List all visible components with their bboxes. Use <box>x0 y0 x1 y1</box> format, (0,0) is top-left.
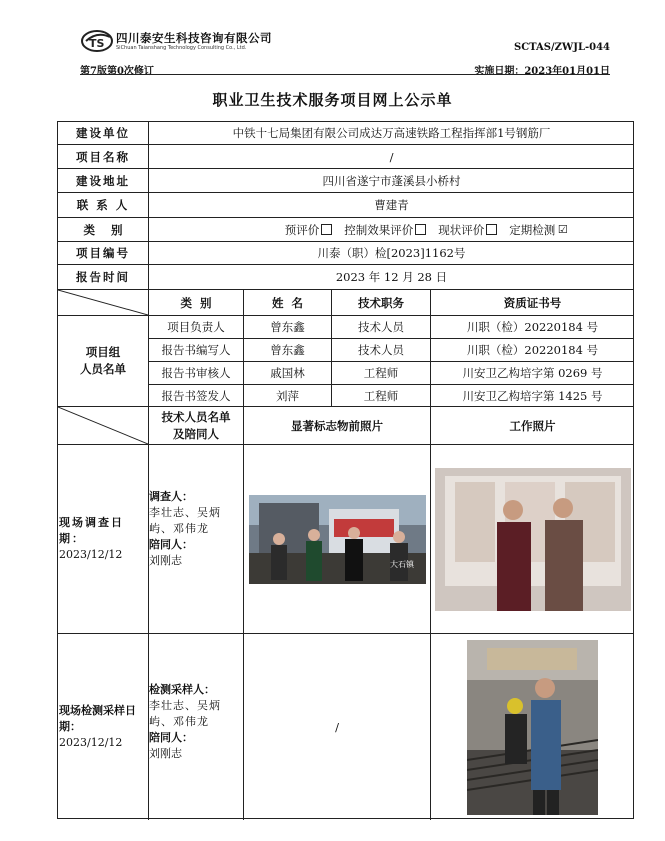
staff-row-3-name: 戚国林 <box>244 362 332 385</box>
header-divider <box>80 74 610 75</box>
sampling-work-photo <box>467 640 598 815</box>
project-name-label: 项目名称 <box>58 145 149 169</box>
staff-group-label: 项目组 人员名单 <box>58 316 149 407</box>
company-name: 四川泰安生科技咨询有限公司 <box>116 31 272 45</box>
staff-row-2-name: 曾东鑫 <box>244 339 332 362</box>
staff-row-3-title: 工程师 <box>332 362 431 385</box>
photo-header-work: 工作照片 <box>431 407 634 445</box>
contact-label: 联 系 人 <box>58 193 149 218</box>
category-label: 类 别 <box>58 218 149 242</box>
sampling-escort-label: 陪同人： <box>149 731 193 744</box>
construction-unit-value: 中铁十七局集团有限公司成达万高速铁路工程指挥部1号钢筋厂 <box>149 122 634 145</box>
staff-header-category: 类 别 <box>149 290 244 316</box>
checkbox-status[interactable] <box>486 224 497 235</box>
investigator-label: 调查人： <box>149 490 193 503</box>
address-label: 建设地址 <box>58 169 149 193</box>
checkbox-periodic[interactable]: ☑ <box>557 223 568 236</box>
staff-row-1-certificate: 川职（检）20220184 号 <box>431 316 634 339</box>
staff-diagonal-cell <box>58 290 149 316</box>
project-name-value: / <box>149 145 634 169</box>
staff-row-3-certificate: 川安卫乙构培字第 0269 号 <box>431 362 634 385</box>
sampling-work-photo-cell <box>431 634 634 820</box>
sampling-date-cell <box>58 634 149 820</box>
staff-header-name: 姓 名 <box>244 290 332 316</box>
survey-date-value: 2023/12/12 <box>59 548 123 561</box>
sampling-landmark-photo-cell: / <box>244 634 431 820</box>
category-control-effect-label: 控制效果评价 <box>344 222 414 237</box>
staff-row-2-certificate: 川职（检）20220184 号 <box>431 339 634 362</box>
document-number: SCTAS/ZWJL-044 <box>513 42 610 53</box>
category-status-label: 现状评价 <box>438 222 485 237</box>
svg-text:TS: TS <box>89 37 105 50</box>
survey-escort-name: 刘刚志 <box>149 554 182 567</box>
sampling-escort-name: 刘刚志 <box>149 747 182 760</box>
implementation-date: 实施日期：2023年01月01日 <box>474 66 610 77</box>
photo-header-landmark: 显著标志物前照片 <box>244 407 431 445</box>
company-logo <box>80 28 116 54</box>
survey-landmark-photo-cell <box>244 445 431 634</box>
staff-row-4-role: 报告书签发人 <box>149 385 244 407</box>
survey-date-label: 现场调查日期： <box>59 516 124 545</box>
staff-row-1-title: 技术人员 <box>332 316 431 339</box>
contact-value: 曹建青 <box>149 193 634 218</box>
staff-row-1-name: 曾东鑫 <box>244 316 332 339</box>
work-group-photo <box>435 468 631 611</box>
survey-date-cell <box>58 445 149 634</box>
document-header <box>80 28 610 76</box>
survey-work-photo-cell <box>431 445 634 634</box>
staff-row-4-certificate: 川安卫乙构培字第 1425 号 <box>431 385 634 407</box>
category-options <box>149 218 634 242</box>
category-periodic-label: 定期检测 <box>509 222 556 237</box>
staff-row-4-name: 刘萍 <box>244 385 332 407</box>
staff-header-title: 技术职务 <box>332 290 431 316</box>
sampling-date-value: 2023/12/12 <box>59 736 123 749</box>
page-title: 职业卫生技术服务项目网上公示单 <box>212 91 453 109</box>
company-name-english: SiChuan Taianshang Technology Consulting Co., Ltd. <box>116 45 247 51</box>
sampling-date-label: 现场检测采样日期： <box>59 704 136 733</box>
staff-row-3-role: 报告书审核人 <box>149 362 244 385</box>
photo-diagonal-cell <box>58 407 149 445</box>
checkbox-pre-assessment[interactable] <box>321 224 332 235</box>
address-value: 四川省遂宁市蓬溪县小桥村 <box>149 169 634 193</box>
sampler-names: 李壮志、吴炳屿、邓伟龙 <box>149 699 221 728</box>
edition-label: 第7版第0次修订 <box>80 66 154 77</box>
landmark-group-photo <box>249 495 426 584</box>
staff-row-2-title: 技术人员 <box>332 339 431 362</box>
project-number-value: 川泰（职）检[2023]1162号 <box>149 242 634 265</box>
sampling-people-cell <box>149 634 244 820</box>
project-number-label: 项目编号 <box>58 242 149 265</box>
checkbox-control-effect[interactable] <box>415 224 426 235</box>
report-time-label: 报告时间 <box>58 265 149 290</box>
staff-row-2-role: 报告书编写人 <box>149 339 244 362</box>
staff-row-1-role: 项目负责人 <box>149 316 244 339</box>
staff-row-4-title: 工程师 <box>332 385 431 407</box>
landmark-photo-caption: 大石镇 <box>389 559 414 569</box>
photo-header-people: 技术人员名单 及陪同人 <box>149 407 244 445</box>
survey-escort-label: 陪同人： <box>149 538 193 551</box>
construction-unit-label: 建设单位 <box>58 122 149 145</box>
staff-header-certificate: 资质证书号 <box>431 290 634 316</box>
survey-people-cell <box>149 445 244 634</box>
sampler-label: 检测采样人： <box>149 683 215 696</box>
publicity-form <box>57 121 634 819</box>
report-time-value: 2023 年 12 月 28 日 <box>149 265 634 290</box>
investigator-names: 李壮志、吴炳屿、邓伟龙 <box>149 506 221 535</box>
category-pre-assessment-label: 预评价 <box>284 222 320 237</box>
